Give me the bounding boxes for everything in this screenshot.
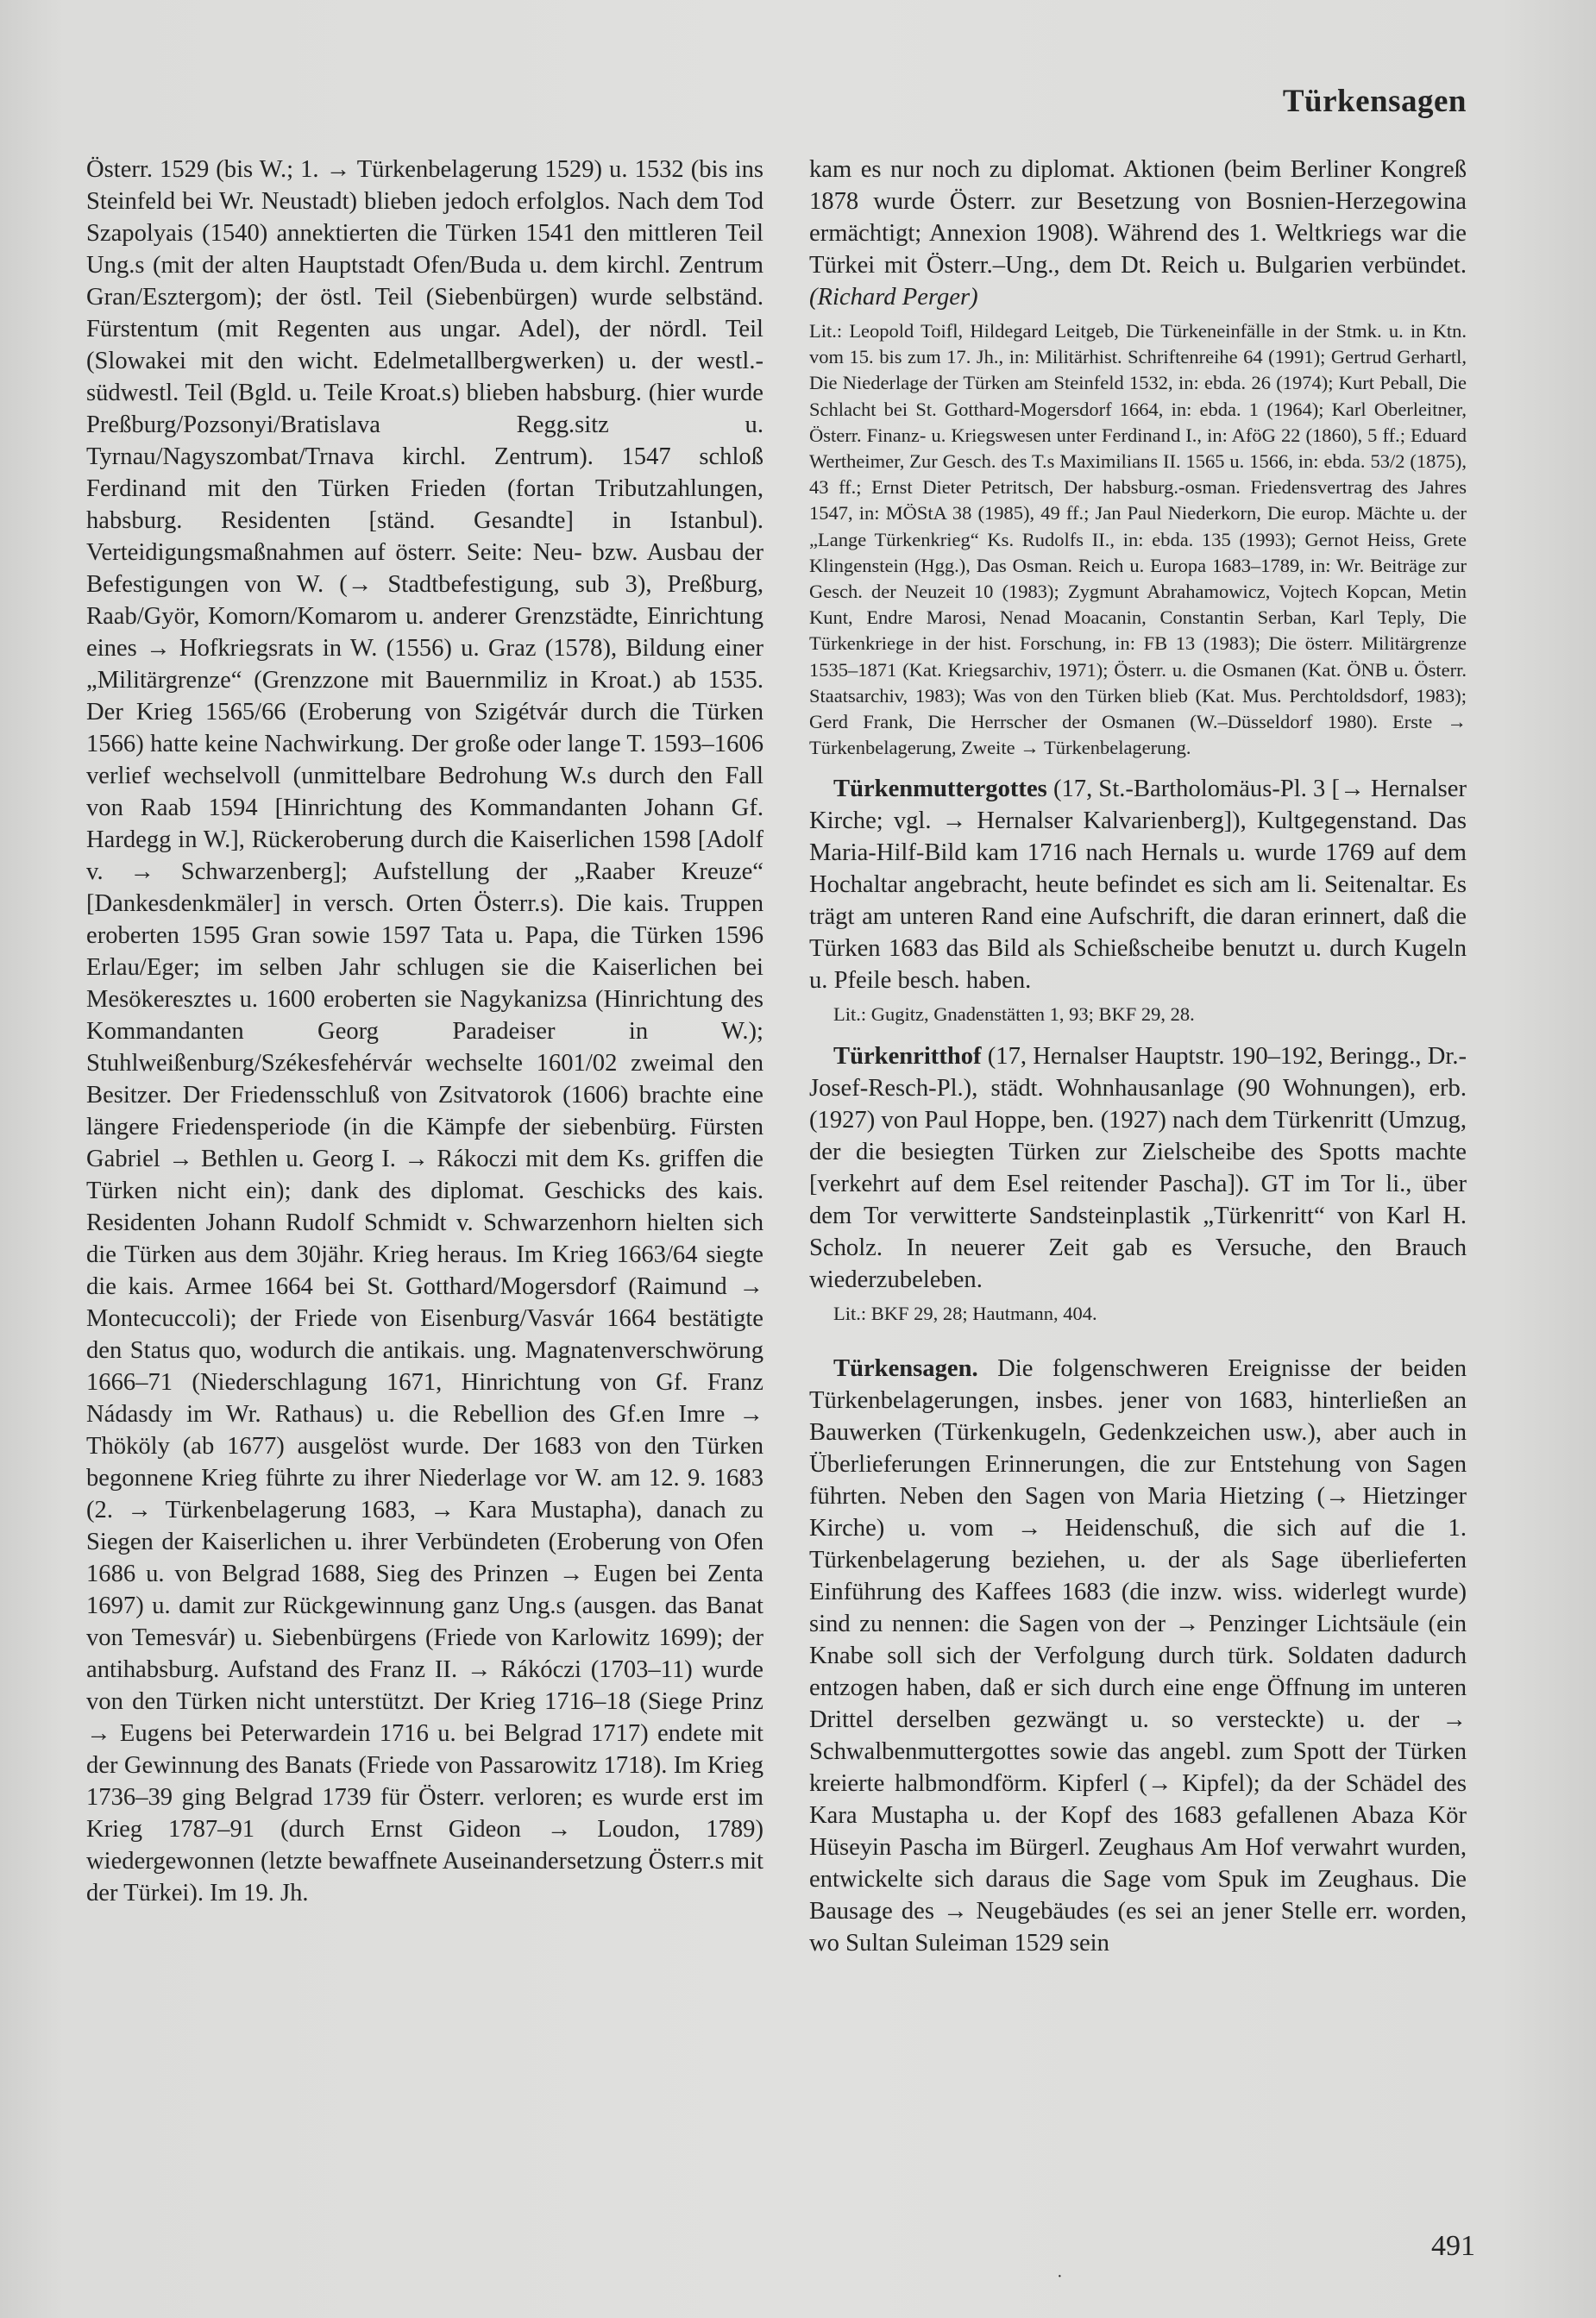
article-continuation-text: Österr. 1529 (bis W.; 1. → Türkenbelagerung 1529) u. 1532 (bis ins Steinfeld bei Wr. Neustadt) blieben jedoch erfolglos. Nach dem Tod Szapolyais (1540) annektierten die Türken 1541 den mittleren Teil Ung.s (mit der alten Hauptstadt Ofen/Buda u. dem kirchl. Zentrum Gran/Esztergom); der östl. Teil (Siebenbürgen) wurde selbständ. Fürstentum (mit Regenten aus ungar. Adel), der nördl. Teil (Slowakei mit den wicht. Edelmetallbergwerken) u. der westl.-südwestl. Teil (Bgld. u. Teile Kroat.s) blieben habsburg. (hier wurde Preßburg/Pozsonyi/Bratislava Regg.sitz u. Tyrnau/Nagyszombat/Trnava kirchl. Zentrum). 1547 schloß Ferdinand mit den Türken Frieden (fortan Tributzahlungen, habsburg. Residenten [ständ. Gesandte] in Istanbul). Verteidigungsmaßnahmen auf österr. Seite: Neu- bzw. Ausbau der Befestigungen von W. (→ Stadtbefestigung, sub 3), Preßburg, Raab/Györ, Komorn/Komarom u. anderer Grenzstädte, Einrichtung eines → Hofkriegsrats in W. (1556) u. Graz (1578), Bildung einer „Militärgrenze“ (Grenzzone mit Bauernmiliz in Kroat.) ab 1535. Der Krieg 1565/66 (Eroberung von Szigétvár durch die Türken 1566) hatte keine Nachwirkung. Der große oder lange T. 1593–1606 verlief wechselvoll (unmittelbare Bedrohung W.s durch den Fall von Raab 1594 [Hinrichtung des Kommandanten Johann Gf. Hardegg in W.], Rückeroberung durch die Kaiserlichen 1598 [Adolf v. → Schwarzenberg]; Aufstellung der „Raaber Kreuze“ [Dankesdenkmäler] in versch. Orten Österr.s). Die kais. Truppen eroberten 1595 Gran sowie 1597 Tata u. Papa, die Türken 1596 Erlau/Eger; im selben Jahr schlugen sie die Kaiserlichen bei Mesökeresztes u. 1600 eroberten sie Nagykanizsa (Hinrichtung des Kommandanten Georg Paradeiser in W.); Stuhlweißenburg/Székesfehérvár wechselte 1601/02 zweimal den Besitzer. Der Friedensschluß von Zsitvatorok (1606) brachte eine längere Friedensperiode (in die Kämpfe der siebenbürg. Fürsten Gabriel → Bethlen u. Georg I. → Rákoczi mit dem Ks. griffen die Türken nicht ein); dank des diplomat. Geschicks des kais. Residenten Johann Rudolf Schmidt v. Schwarzenhorn hielten sich die Türken aus dem 30jähr. Krieg heraus. Im Krieg 1663/64 siegte die kais. Armee 1664 bei St. Gotthard/Mogersdorf (Raimund → Montecuccoli); der Friede von Eisenburg/Vasvár 1664 bestätigte den Status quo, wodurch die antikais. ung. Magnatenverschwörung 1666–71 (Niederschlagung 1671, Hinrichtung von Gf. Franz Nádasdy im Wr. Rathaus) u. die Rebellion des Gf.en Imre → Thököly (ab 1677) ausgelöst wurde. Der 1683 von den Türken begonnene Krieg führte zu ihrer Niederlage vor W. am 12. 9. 1683 (2. → Türkenbelagerung 1683, → Kara Mustapha), danach zu Siegen der Kaiserlichen u. ihrer Verbündeten (Eroberung von Ofen 1686 u. von Belgrad 1688, Sieg des Prinzen → Eugen bei Zenta 1697) u. damit zur Rückgewinnung ganz Ung.s (ausgen. das Banat von Temesvár) u. Siebenbürgens (Friede von Karlowitz 1699); der antihabsburg. Aufstand des Franz II. → Rákóczi (1703–11) wurde von den Türken nicht unterstützt. Der Krieg 1716–18 (Siege Prinz → Eugens bei Peterwardein 1716 u. bei Belgrad 1717) endete mit der Gewinnung des Banats (Friede von Passarowitz 1718). Im Krieg 1736–39 ging Belgrad 1739 für Österr. verloren; es wurde erst im Krieg 1787–91 (durch Ernst Gideon → Loudon, 1789) wiedergewonnen (letzte bewaffnete Auseinandersetzung Österr.s mit der Türkei). Im 19. Jh. (86, 156, 764, 1907)
literature-block: Lit.: Leopold Toifl, Hildegard Leitgeb, Die Türkeneinfälle in der Stmk. u. in Ktn. vom 15. bis zum 17. Jh., in: Militärhist. Schriftenreihe 64 (1991); Gertrud Gerhartl, Die Niederlage der Türken am Steinfeld 1532, in: ebda. 26 (1974); Kurt Peball, Die Schlacht bei St. Gotthard-Mogersdorf 1664, in: ebda. 1 (1964); Karl Oberleitner, Österr. Finanz- u. Kriegswesen unter Ferdinand I., in: AföG 22 (1860), 5 ff.; Eduard Wertheimer, Zur Gesch. des T.s Maximilians II. 1565 u. 1566, in: ebda. 53/2 (1875), 43 ff.; Ernst Dieter Petritsch, Der habsburg.-osman. Friedensvertrag des Jahres 1547, in: MÖStA 38 (1985), 49 ff.; Jan Paul Niederkorn, Die europ. Mächte u. der „Lange Türkenkrieg“ Ks. Rudolfs II., in: ebda. 135 (1993); Gernot Heiss, Grete Klingenstein (Hgg.), Das Osman. Reich u. Europa 1683–1789, in: Wr. Beiträge zur Gesch. der Neuzeit 10 (1983); Zygmunt Abrahamowicz, Vojtech Kopcan, Metin Kunt, Endre Marosi, Nenad Moacanin, Constantin Serban, Karl Teply, Die Türkenkriege in der hist. Forschung, in: FB 13 (1983); Die österr. Militärgrenze 1535–1871 (Kat. Kriegsarchiv, 1971); Österr. u. die Osmanen (Kat. ÖNB u. Österr. Staatsarchiv, 1983); Was von den Türken blieb (Kat. Mus. Perchtoldsdorf, 1983); Gerd Frank, Die Herrscher der Osmanen (W.–Düsseldorf 1980). Erste → Türkenbelagerung, Zweite → Türkenbelagerung. (809, 320, 1467, 759)
entry-literature: Lit.: Gugitz, Gnadenstätten 1, 93; BKF 29, 28. (833, 1003, 1195, 1026)
edge-artifact (1549, 1679, 1596, 1694)
page-number: 491 (1431, 2230, 1475, 2262)
entry-text: (17, Hernalser Hauptstr. 190–192, Beringg., Dr.-Josef-Resch-Pl.), städt. Wohnhausanlage (90 Wohnungen), erb. (1927) von Paul Hoppe, ben. (1927) nach dem Türkenritt (Umzug, der die besiegten Türken zur Zielscheibe des Spotts machte [verkehrt auf dem Esel reitender Pascha]). GT im Tor li., über dem Tor verwitterte Sandsteinplastik „Türkenritt“ von Karl H. Scholz. In neuerer Zeit gab es Versuche, den Brauch wiederzubeleben. (809, 1042, 1467, 1293)
entry-tuerkenmuttergottes (809, 773, 1467, 996)
running-header: Türkensagen (1282, 84, 1467, 119)
edge-artifact (1549, 2148, 1596, 2164)
decorative-dot: · (1057, 2267, 1063, 2286)
entry-lemma: Türkenritthof (833, 1042, 982, 1070)
left-column (86, 154, 763, 1909)
conclusion-text: kam es nur noch zu diplomat. Aktionen (beim Berliner Kongreß 1878 wurde Österr. zur Besetzung von Bosnien-Herzegowina ermächtigt; Annexion 1908). Während des 1. Weltkriegs war die Türkei mit Österr.–Ung., dem Dt. Reich u. Bulgarien verbündet. (809, 156, 1467, 279)
entry-tuerkenritthof (809, 1040, 1467, 1296)
entry-tuerkensagen (809, 1353, 1467, 1959)
entry-lemma: Türkensagen. (833, 1354, 978, 1382)
entry-text: Die folgenschweren Ereignisse der beiden Türkenbelagerungen, insbes. jener von 1683, hinterließen an Bauwerken (Türkenkugeln, Gedenkzeichen usw.), aber auch in Überlieferungen Erinnerungen, die zur Entstehung von Sagen führten. Neben den Sagen von Maria Hietzing (→ Hietzinger Kirche) u. vom → Heidenschuß, die sich auf die 1. Türkenbelagerung beziehen, u. der als Sage überlieferten Einführung des Kaffees 1683 (die inzw. wiss. widerlegt wurde) sind zu nennen: die Sagen von der → Penzinger Lichtsäule (ein Knabe soll sich der Verfolgung durch türk. Soldaten dadurch entzogen haben, daß er sich durch eine enge Öffnung im unteren Drittel derselben gezwängt u. so versteckte) u. der → Schwalbenmuttergottes sowie das angebl. zum Spott der Türken kreierte halbmondförm. Kipferl (→ Kipfel); da der Schädel des Kara Mustapha u. der Kopf des 1683 gefallenen Abaza Kör Hüseyin Pascha im Bürgerl. Zeughaus Am Hof verwahrt wurden, entwickelte sich daraus die Sage vom Spuk im Zeughaus. Die Bausage des → Neugebäudes (es sei an jener Stelle err. worden, wo Sultan Suleiman 1529 sein (809, 1354, 1467, 1957)
author-signature: (Richard Perger) (809, 284, 978, 311)
entry-lemma: Türkenmuttergottes (833, 776, 1047, 803)
right-column (809, 154, 1467, 1959)
entry-text: (17, St.-Bartholomäus-Pl. 3 [→ Hernalser Kirche; vgl. → Hernalser Kalvarienberg]), Kultgegenstand. Das Maria-Hilf-Bild kam 1716 nach Hernals u. wurde 1769 auf dem Hochaltar angebracht, heute befindet es sich am li. Seitenaltar. Es trägt am unteren Rand eine Aufschrift, die daran erinnert, daß die Türken 1683 das Bild als Schießscheibe benutzt u. durch Kugeln u. Pfeile besch. haben. (809, 776, 1467, 995)
article-conclusion-text (809, 154, 1467, 313)
entry-literature: Lit.: BKF 29, 28; Hautmann, 404. (833, 1302, 1097, 1324)
